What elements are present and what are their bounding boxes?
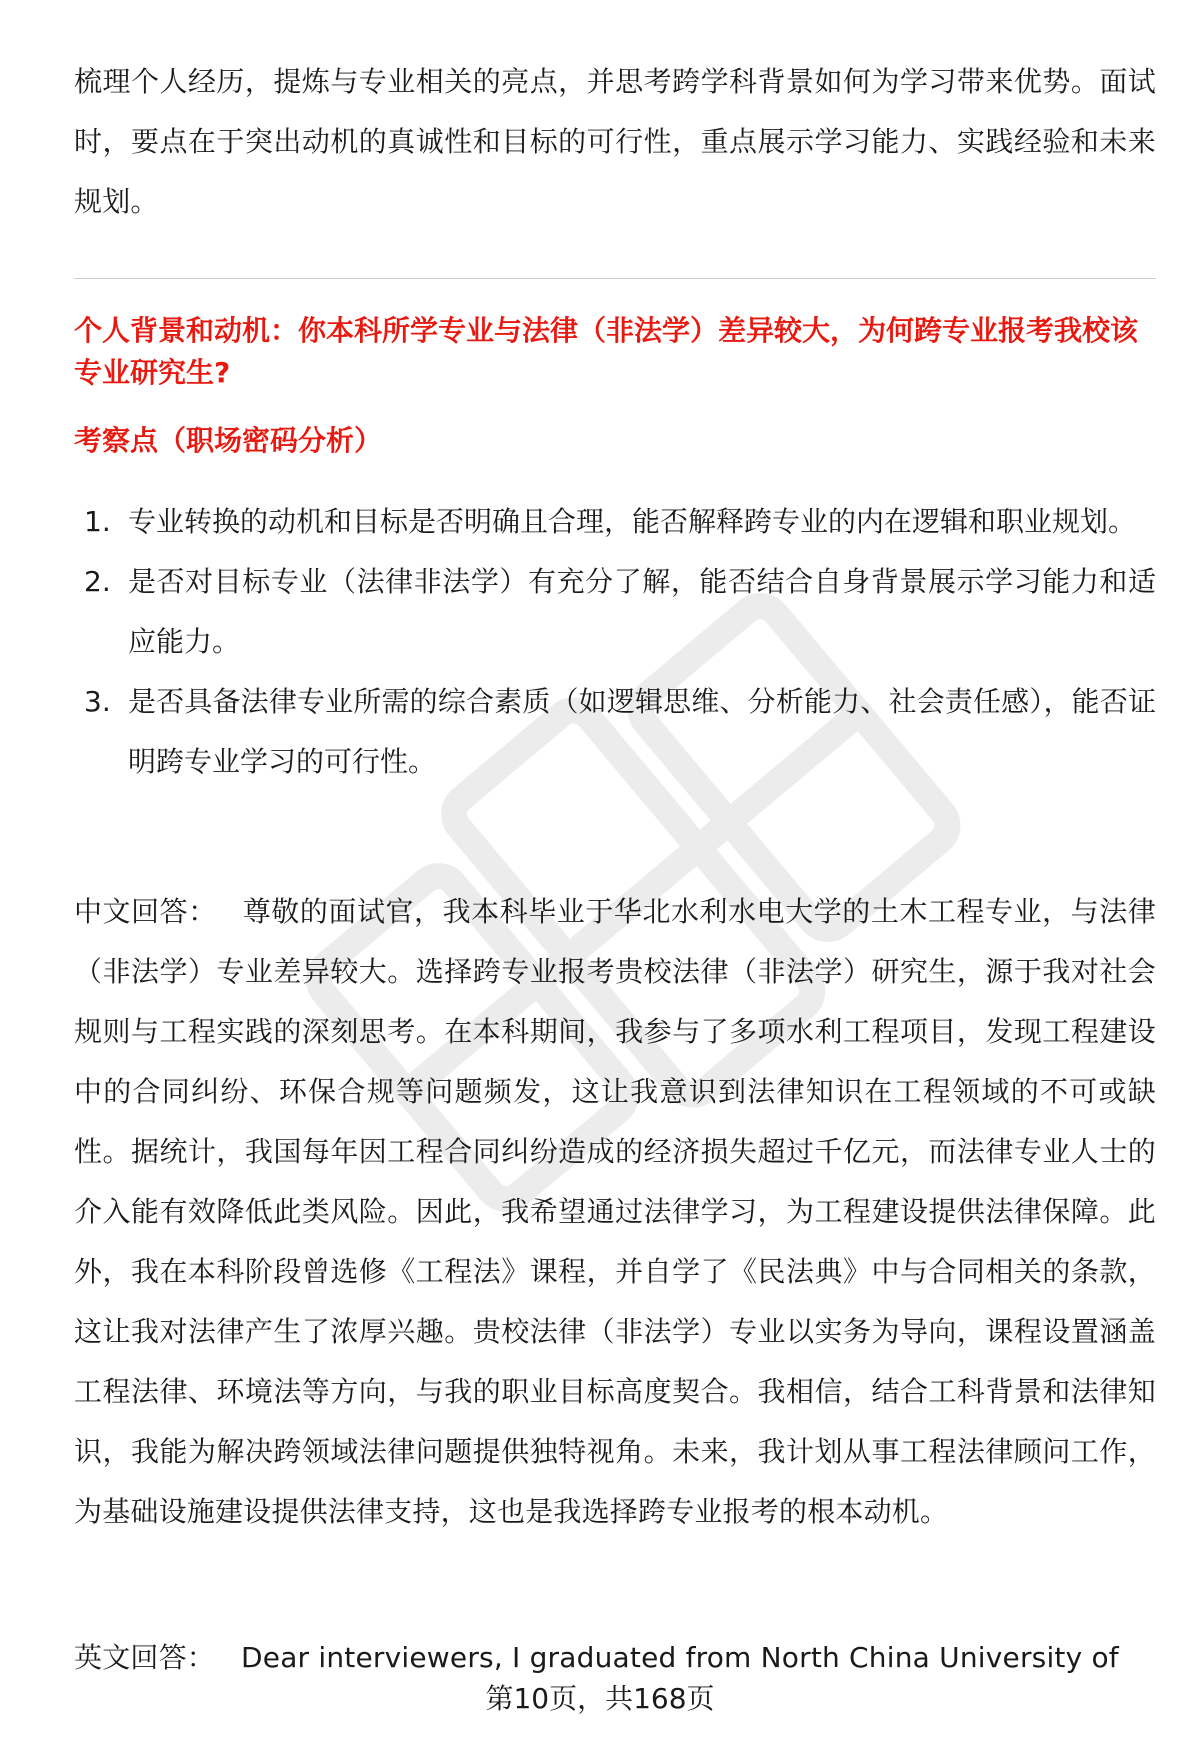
intro-paragraph: 梳理个人经历，提炼与专业相关的亮点，并思考跨学科背景如何为学习带来优势。面试时，要点在于突出动机的真诚性和目标的可行性，重点展示学习能力、实践经验和未来规划。	[74, 65, 1156, 218]
section-divider	[74, 278, 1156, 279]
assessment-point	[74, 492, 1156, 552]
point-number: 1.	[84, 505, 111, 538]
english-answer-text: Dear interviewers, I graduated from North China University of	[241, 1641, 1119, 1674]
question-heading: 个人背景和动机：你本科所学专业与法律（非法学）差异较大，为何跨专业报考我校该专业研究生?	[74, 314, 1139, 389]
chinese-answer	[74, 882, 1156, 1542]
point-number: 3.	[84, 685, 111, 718]
chinese-answer-text: 尊敬的面试官，我本科毕业于华北水利水电大学的土木工程专业，与法律（非法学）专业差异较大。选择跨专业报考贵校法律（非法学）研究生，源于我对社会规则与工程实践的深刻思考。在本科期间，我参与了多项水利工程项目，发现工程建设中的合同纠纷、环保合规等问题频发，这让我意识到法律知识在工程领域的不可或缺性。据统计，我国每年因工程合同纠纷造成的经济损失超过千亿元，而法律专业人士的介入能有效降低此类风险。因此，我希望通过法律学习，为工程建设提供法律保障。此外，我在本科阶段曾选修《工程法》课程，并自学了《民法典》中与合同相关的条款，这让我对法律产生了浓厚兴趣。贵校法律（非法学）专业以实务为导向，课程设置涵盖工程法律、环境法等方向，与我的职业目标高度契合。我相信，结合工科背景和法律知识，我能为解决跨领域法律问题提供独特视角。未来，我计划从事工程法律顾问工作，为基础设施建设提供法律支持，这也是我选择跨专业报考的根本动机。	[74, 895, 1156, 1528]
point-text: 是否具备法律专业所需的综合素质（如逻辑思维、分析能力、社会责任感），能否证明跨专业学习的可行性。	[128, 685, 1156, 778]
assessment-point	[74, 672, 1156, 792]
assessment-point	[74, 552, 1156, 672]
assessment-points-list	[74, 492, 1156, 792]
point-text: 专业转换的动机和目标是否明确且合理，能否解释跨专业的内在逻辑和职业规划。	[128, 505, 1137, 538]
chinese-answer-label: 中文回答：	[74, 895, 217, 928]
section-title: 考察点（职场密码分析）	[74, 424, 383, 457]
page-number-footer: 第10页，共168页	[485, 1682, 715, 1715]
point-number: 2.	[84, 565, 111, 598]
english-answer-label: 英文回答：	[74, 1641, 216, 1674]
point-text: 是否对目标专业（法律非法学）有充分了解，能否结合自身背景展示学习能力和适应能力。	[128, 565, 1156, 658]
